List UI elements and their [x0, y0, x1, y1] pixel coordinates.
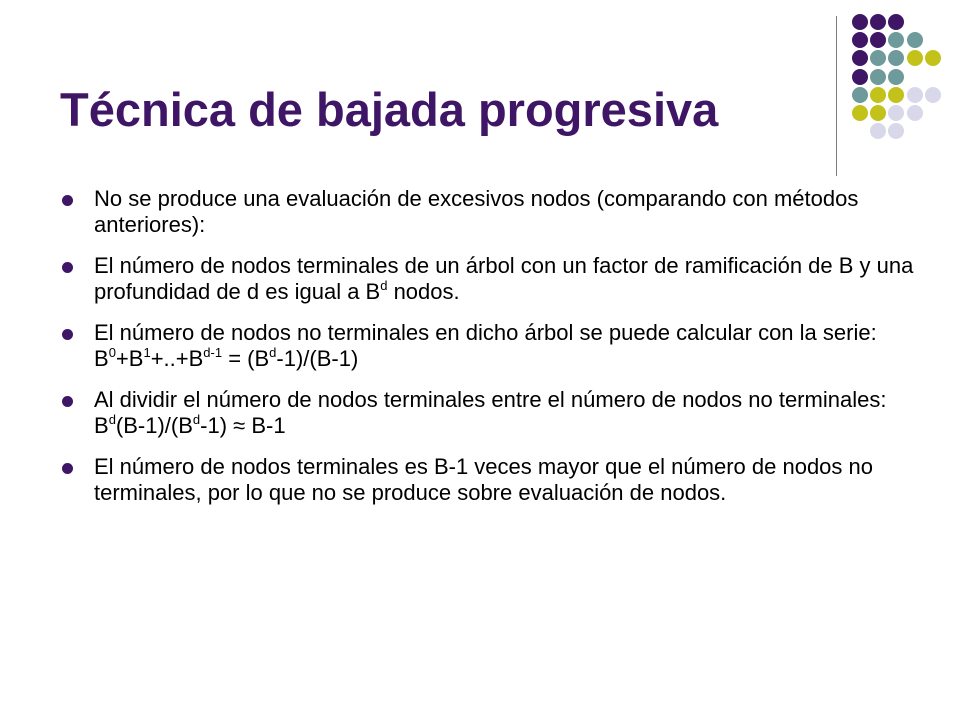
- bullet-text: -1) ≈ B-1: [200, 413, 286, 438]
- decorative-dot: [888, 87, 904, 103]
- decorative-dot: [888, 14, 904, 30]
- decorative-dot: [870, 87, 886, 103]
- bullet-text: (B-1)/(B: [115, 413, 193, 438]
- decorative-dot: [870, 69, 886, 85]
- decorative-dot: [870, 105, 886, 121]
- bullet-item: [62, 320, 922, 372]
- bullet-dot-icon: [62, 463, 73, 474]
- bullet-dot-icon: [62, 195, 73, 206]
- bullet-item: [62, 186, 922, 238]
- decorative-dot: [888, 32, 904, 48]
- decorative-dot: [907, 105, 923, 121]
- superscript: 1: [143, 345, 151, 360]
- bullet-item: [62, 454, 922, 506]
- decorative-dot: [888, 50, 904, 66]
- decorative-dot: [852, 105, 868, 121]
- decorative-dot: [870, 50, 886, 66]
- bullet-list: [62, 186, 922, 521]
- superscript: d: [269, 345, 277, 360]
- decorative-dot: [870, 123, 886, 139]
- bullet-text: Al dividir el número de nodos terminales entre el número de nodos no terminales: B: [94, 387, 887, 438]
- bullet-dot-icon: [62, 396, 73, 407]
- decorative-dot: [888, 123, 904, 139]
- bullet-dot-icon: [62, 329, 73, 340]
- superscript: d: [380, 278, 388, 293]
- decorative-dot: [907, 32, 923, 48]
- slide-title: Técnica de bajada progresiva: [60, 83, 719, 136]
- decorative-dot: [852, 87, 868, 103]
- decorative-dot: [852, 14, 868, 30]
- superscript: d-1: [203, 345, 223, 360]
- bullet-text: El número de nodos no terminales en dicho árbol se puede calcular con la serie: B: [94, 320, 877, 371]
- decorative-dot: [852, 69, 868, 85]
- superscript: 0: [108, 345, 116, 360]
- bullet-text: +B: [115, 346, 144, 371]
- decorative-dot: [852, 32, 868, 48]
- bullet-text: +..+B: [150, 346, 204, 371]
- bullet-item: [62, 253, 922, 305]
- bullet-dot-icon: [62, 262, 73, 273]
- superscript: d: [108, 412, 116, 427]
- bullet-text: -1)/(B-1): [276, 346, 359, 371]
- decorative-dot: [852, 50, 868, 66]
- bullet-text: nodos.: [387, 279, 460, 304]
- bullet-item: [62, 387, 922, 439]
- superscript: d: [192, 412, 201, 427]
- bullet-text: El número de nodos terminales es B-1 veces mayor que el número de nodos no terminales, por lo que no se produce sobre evaluación de nodos.: [94, 454, 873, 505]
- decorative-dot: [888, 105, 904, 121]
- decorative-dot: [907, 50, 923, 66]
- divider-line: [836, 16, 837, 176]
- bullet-text: El número de nodos terminales de un árbol con un factor de ramificación de B y una profundidad de d es igual a B: [94, 253, 914, 304]
- bullet-text: = (B: [222, 346, 270, 371]
- decorative-dot: [925, 50, 941, 66]
- bullet-text: No se produce una evaluación de excesivos nodos (comparando con métodos anteriores):: [94, 186, 859, 237]
- decorative-dot: [925, 87, 941, 103]
- decorative-dot: [870, 32, 886, 48]
- decorative-dot: [870, 14, 886, 30]
- decorative-dot: [888, 69, 904, 85]
- decorative-dot: [907, 87, 923, 103]
